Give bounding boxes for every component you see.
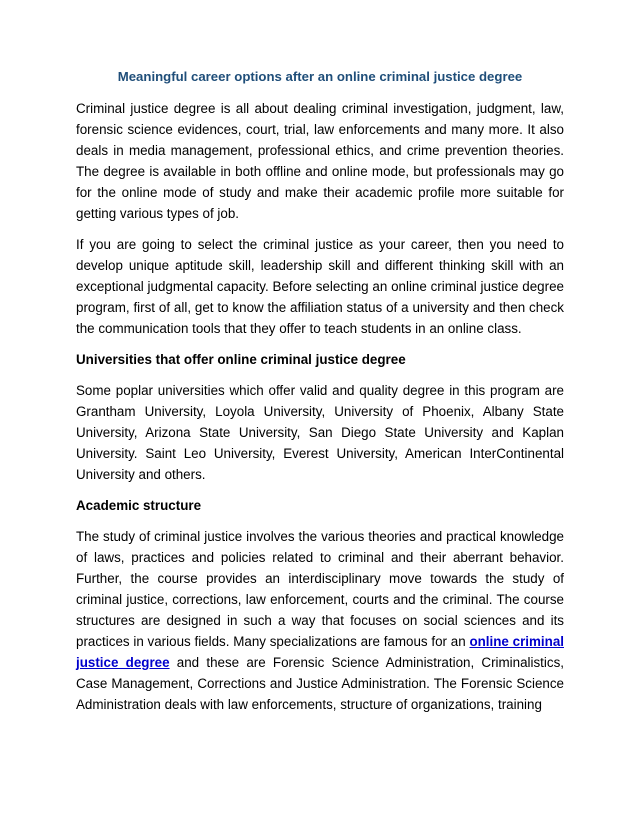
academic-text-before-link: The study of criminal justice involves the various theories and practical knowledge of laws, practices and policies related to criminal and their aberrant behavior. Further, the course provides an interdisciplinary move towards the study of criminal justice, corrections, law enforcement, courts and the criminal. The course structures are designed in such a way that focuses on social sciences and its practices in various fields. Many specializations are famous for an <box>76 529 564 649</box>
universities-paragraph: Some poplar universities which offer valid and quality degree in this program are Grantham University, Loyola University, University of Phoenix, Albany State University, Arizona State University, San Diego State University and Kaplan University. Saint Leo University, Everest University, American InterContinental University and others. <box>76 383 564 482</box>
academic-structure-paragraph <box>76 526 564 715</box>
universities-heading: Universities that offer online criminal justice degree <box>76 352 406 367</box>
academic-structure-heading: Academic structure <box>76 498 202 513</box>
academic-text-after-link: and these are Forensic Science Administration, Criminalistics, Case Management, Corrections and Justice Administration. The Forensic Science Administration deals with law enforcements, structure of organizations, training <box>76 655 564 712</box>
online-criminal-justice-degree-link[interactable]: online criminal justice degree <box>76 634 564 670</box>
document-page <box>76 66 564 725</box>
intro-paragraph: Criminal justice degree is all about dealing criminal investigation, judgment, law, forensic science evidences, court, trial, law enforcements and many more. It also deals in media management, professional ethics, and crime prevention theories. The degree is available in both offline and online mode, but professionals may go for the online mode of study and make their academic profile more suitable for getting various types of job. <box>76 101 564 221</box>
career-paragraph: If you are going to select the criminal justice as your career, then you need to develop unique aptitude skill, leadership skill and different thinking skill with an exceptional judgmental capacity. Before selecting an online criminal justice degree program, first of all, get to know the affiliation status of a university and then check the communication tools that they offer to teach students in an online class. <box>76 237 564 336</box>
document-title: Meaningful career options after an online criminal justice degree <box>117 69 523 84</box>
